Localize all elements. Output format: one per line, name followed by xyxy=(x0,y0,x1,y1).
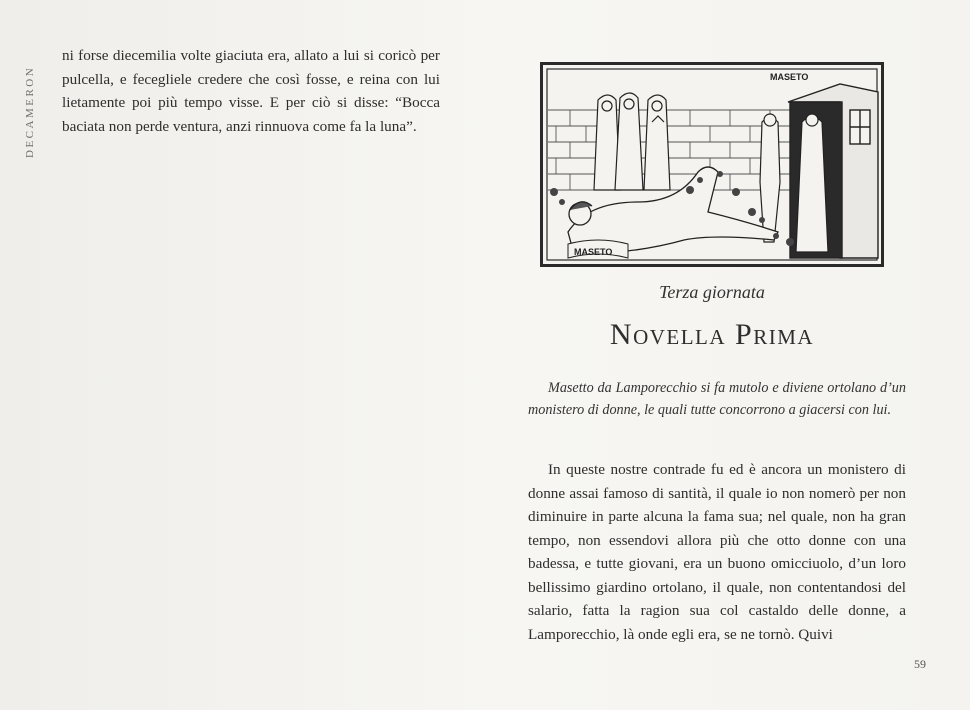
label-bottom xyxy=(568,240,628,258)
page-number: 59 xyxy=(914,657,926,671)
label-top xyxy=(770,72,808,82)
nuns-group xyxy=(594,93,670,190)
novella-title: Novella Prima xyxy=(609,318,815,351)
woodcut-illustration xyxy=(540,62,884,267)
novella-summary: Masetto da Lamporecchio si fa mutolo e diviene ortolano d’un monistero di donne, le quali tutte concorrono a giacersi con lui. xyxy=(528,380,906,418)
left-page-text xyxy=(62,44,440,138)
day-heading: Terza giornata xyxy=(659,282,765,302)
left-paragraph: ni forse diecemilia volte giaciuta era, allato a lui si coricò per pulcella, e fecegliele credere che così fosse, e reina con lui lietamente poi più tempo visse. E per ciò si disse: “Bocca baciata non perde ventura, anzi rinnuova come fa la luna”. xyxy=(62,47,440,135)
running-head: DECAMERON xyxy=(24,65,36,158)
novella-body: In queste nostre contrade fu ed è ancora un monistero di donne assai famoso di santità, il quale io non nomerò per non diminuire in parte alcuna la fama sua; nel quale, non ha gran tempo, non essendovi allora più che otto donne con una badessa, e tutte giovani, era un buono omicciuolo, d’un loro bellissimo giardino ortolano, il quale, non contentandosi del salario, fatta la ragion sua col castaldo delle donne, a Lamporecchio, là onde egli era, se ne tornò. Quivi xyxy=(528,461,906,643)
label-bottom-text: MASETO xyxy=(574,247,613,257)
label-top-text: MASETO xyxy=(770,72,809,82)
